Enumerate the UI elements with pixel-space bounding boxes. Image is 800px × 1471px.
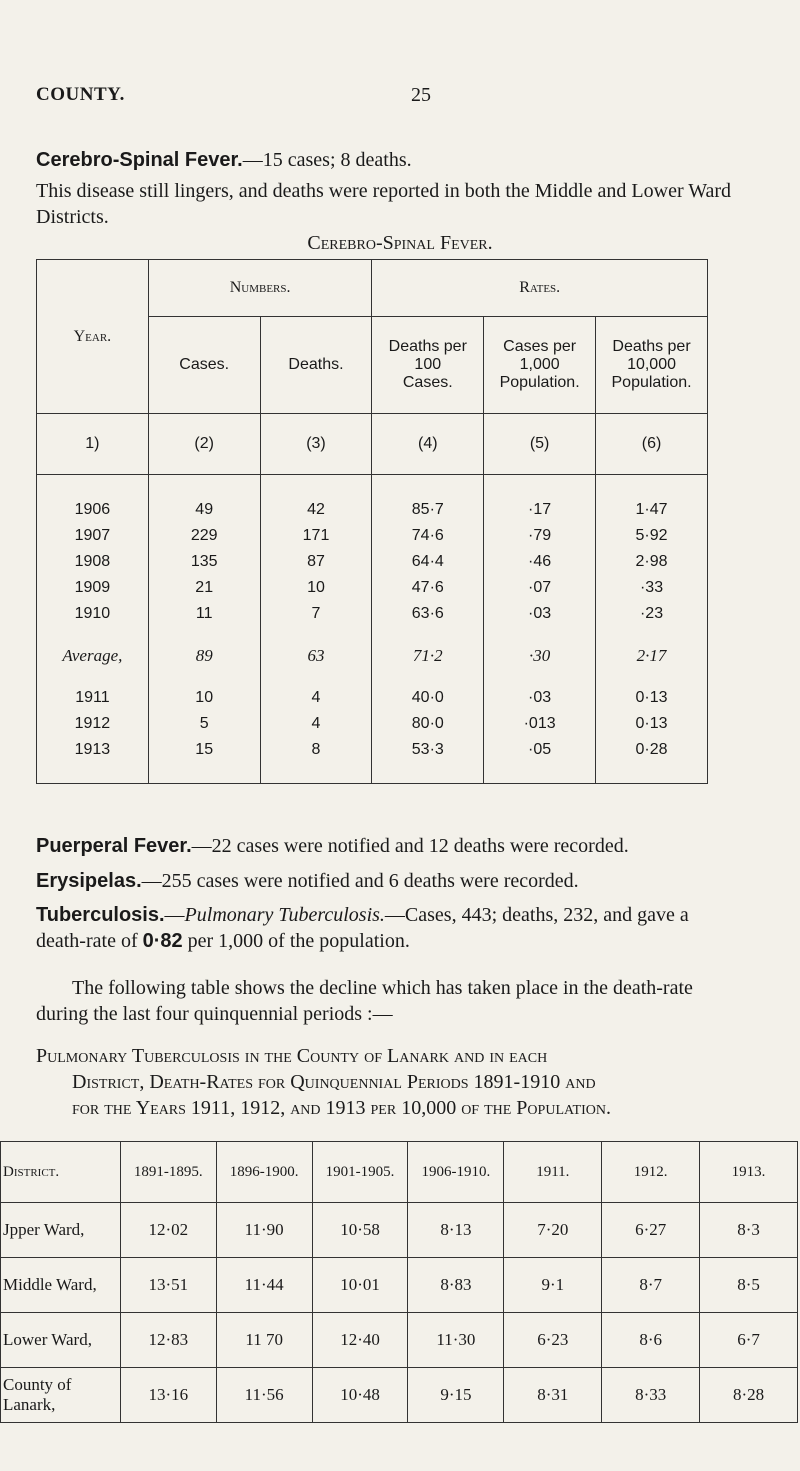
table1-title: Cerebro-Spinal Fever. <box>307 232 493 254</box>
tuberculosis-table <box>0 1141 798 1423</box>
group-rates: Rates. <box>372 260 708 317</box>
puerperal-heading: Puerperal Fever. <box>36 835 192 857</box>
cerebro-paragraph <box>36 147 736 173</box>
cerebro-heading: Cerebro-Spinal Fever. <box>36 149 243 171</box>
table-row: County of Lanark, 13·16 11·56 10·48 9·15 8·31 8·33 8·28 <box>1 1368 798 1423</box>
col-cases: Cases. <box>148 317 260 414</box>
table-row: 1910 11 7 63·6 ·03 ·23 <box>37 601 708 627</box>
col-rate10000: Deaths per 10,000 Population. <box>596 317 708 414</box>
tuberculosis-paragraph: Tuberculosis.—Pulmonary Tuberculosis.—Cases, 443; deaths, 232, and gave a death-rate of 0·82 per 1,000 of the population. <box>36 904 689 952</box>
col-rate1000: Cases per 1,000 Population. <box>484 317 596 414</box>
table-row: 1913 15 8 53·3 ·05 0·28 <box>37 737 708 784</box>
table-row: 1908 135 87 64·4 ·46 2·98 <box>37 549 708 575</box>
table-row: Middle Ward, 13·51 11·44 10·01 8·83 9·1 8·7 8·5 <box>1 1258 798 1313</box>
table-row: Lower Ward, 12·83 11 70 12·40 11·30 6·23 8·6 6·7 <box>1 1313 798 1368</box>
table-row: 1906 49 42 85·7 ·17 1·47 <box>37 475 708 524</box>
table-header-row: District. 1891-1895. 1896-1900. 1901-1905. 1906-1910. 1911. 1912. 1913. <box>1 1142 798 1203</box>
running-head: COUNTY. <box>36 84 125 105</box>
table-row: 1909 21 10 47·6 ·07 ·33 <box>37 575 708 601</box>
death-rate-value: 0·82 <box>142 930 183 952</box>
table-row: 1912 5 4 80·0 ·013 0·13 <box>37 711 708 737</box>
table-row: Jpper Ward, 12·02 11·90 10·58 8·13 7·20 6·27 8·3 <box>1 1203 798 1258</box>
col-rate100: Deaths per 100 Cases. <box>372 317 484 414</box>
tuberculosis-para2: The following table shows the decline which has taken place in the death-rate during the last four quinquennial periods :— <box>36 977 693 1025</box>
puerperal-paragraph: Puerperal Fever.—22 cases were notified and 12 deaths were recorded. <box>36 835 629 857</box>
tuberculosis-heading: Tuberculosis. <box>36 904 165 926</box>
table2-title: Pulmonary Tuberculosis in the County of Lanark and in each District, Death-Rates for Quinquennial Periods 1891-1910 and for the Years 1911, 1912, and 1913 per 10,000 of the Population. <box>36 1045 611 1119</box>
col-deaths: Deaths. <box>260 317 372 414</box>
table-row: 1907 229 171 74·6 ·79 5·92 <box>37 523 708 549</box>
cerebro-summary: —15 cases; 8 deaths. <box>242 149 412 171</box>
table-row: 1911 10 4 40·0 ·03 0·13 <box>37 685 708 711</box>
erysipelas-paragraph: Erysipelas.—255 cases were notified and 6 deaths were recorded. <box>36 870 579 892</box>
erysipelas-heading: Erysipelas. <box>36 870 142 892</box>
col-year: Year. <box>37 260 149 414</box>
column-numbers-row: 1) (2) (3) (4) (5) (6) <box>37 414 708 475</box>
cerebro-table <box>36 259 708 784</box>
page-header <box>36 84 736 114</box>
cerebro-text: This disease still lingers, and deaths were reported in both the Middle and Lower Ward Districts. <box>36 180 732 228</box>
tuberculosis-subheading: Pulmonary Tuberculosis. <box>184 904 385 926</box>
average-row: Average, 89 63 71·2 ·30 2·17 <box>37 627 708 685</box>
page-number: 25 <box>411 84 431 106</box>
group-numbers: Numbers. <box>148 260 372 317</box>
